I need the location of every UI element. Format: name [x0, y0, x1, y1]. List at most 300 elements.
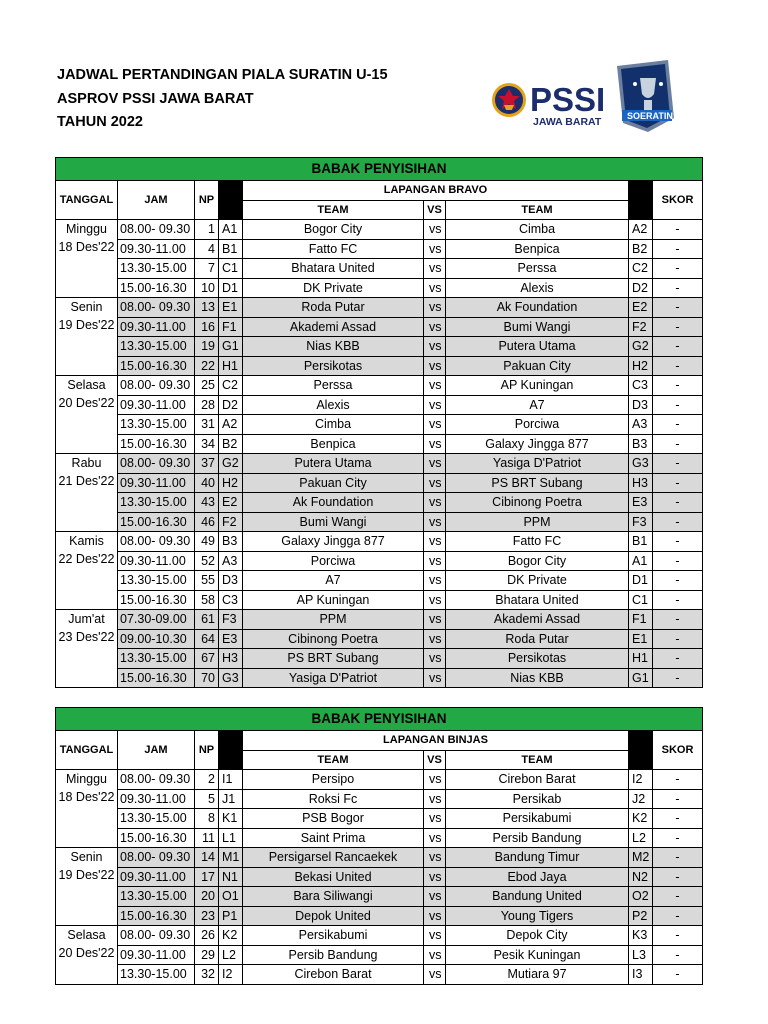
- team1-code: D2: [219, 395, 243, 415]
- team1-name: Persib Bandung: [243, 945, 424, 965]
- header-black-cell: [219, 731, 243, 770]
- team2-code: B2: [629, 239, 653, 259]
- match-score: -: [653, 926, 703, 946]
- table-row: [56, 571, 703, 591]
- team2-name: Persib Bandung: [446, 828, 629, 848]
- match-score: -: [653, 887, 703, 907]
- team2-code: E1: [629, 629, 653, 649]
- team2-code: C2: [629, 259, 653, 279]
- match-score: -: [653, 337, 703, 357]
- team1-code: B3: [219, 532, 243, 552]
- match-number: 2: [195, 770, 219, 790]
- team2-name: Benpica: [446, 239, 629, 259]
- day-date: 20 Des'22: [58, 396, 115, 410]
- day-cell: [56, 848, 118, 926]
- venue-header: LAPANGAN BRAVO: [243, 181, 629, 201]
- col-header-tanggal: TANGGAL: [56, 731, 118, 770]
- table-row: [56, 629, 703, 649]
- match-score: -: [653, 629, 703, 649]
- match-time: 15.00-16.30: [118, 356, 195, 376]
- match-score: -: [653, 493, 703, 513]
- team2-name: Bandung United: [446, 887, 629, 907]
- team2-name: Yasiga D'Patriot: [446, 454, 629, 474]
- team1-code: H1: [219, 356, 243, 376]
- table-row: [56, 337, 703, 357]
- table-row: [56, 906, 703, 926]
- team2-code: H3: [629, 473, 653, 493]
- svg-text:SOERATIN: SOERATIN: [627, 111, 673, 121]
- match-score: -: [653, 317, 703, 337]
- match-number: 64: [195, 629, 219, 649]
- match-time: 15.00-16.30: [118, 828, 195, 848]
- team2-code: J2: [629, 789, 653, 809]
- day-cell: [56, 770, 118, 848]
- team1-code: L2: [219, 945, 243, 965]
- match-time: 15.00-16.30: [118, 668, 195, 688]
- day-name: Minggu: [66, 772, 107, 786]
- team1-name: Fatto FC: [243, 239, 424, 259]
- team2-name: Depok City: [446, 926, 629, 946]
- team1-code: G3: [219, 668, 243, 688]
- team1-code: B2: [219, 434, 243, 454]
- col-header-jam: JAM: [118, 181, 195, 220]
- match-score: -: [653, 512, 703, 532]
- match-time: 08.00- 09.30: [118, 454, 195, 474]
- match-number: 20: [195, 887, 219, 907]
- match-score: -: [653, 376, 703, 396]
- col-header-team1: TEAM: [243, 750, 424, 770]
- col-header-np: NP: [195, 731, 219, 770]
- table-row: [56, 259, 703, 279]
- table-row: [56, 220, 703, 240]
- team1-name: Pakuan City: [243, 473, 424, 493]
- team1-code: B1: [219, 239, 243, 259]
- team2-code: G2: [629, 337, 653, 357]
- table-row: [56, 532, 703, 552]
- match-time: 15.00-16.30: [118, 590, 195, 610]
- header-black-cell: [219, 181, 243, 220]
- day-name: Jum'at: [68, 612, 105, 626]
- team1-code: N1: [219, 867, 243, 887]
- match-score: -: [653, 789, 703, 809]
- match-number: 16: [195, 317, 219, 337]
- team1-name: Persikabumi: [243, 926, 424, 946]
- match-score: -: [653, 906, 703, 926]
- table-row: [56, 828, 703, 848]
- logo-area: [490, 58, 680, 138]
- match-score: -: [653, 649, 703, 669]
- team2-code: O2: [629, 887, 653, 907]
- match-score: -: [653, 239, 703, 259]
- team1-name: Alexis: [243, 395, 424, 415]
- table-row: [56, 867, 703, 887]
- match-time: 08.00- 09.30: [118, 220, 195, 240]
- team2-code: B1: [629, 532, 653, 552]
- team1-code: H3: [219, 649, 243, 669]
- team2-code: L3: [629, 945, 653, 965]
- team1-name: Porciwa: [243, 551, 424, 571]
- match-time: 13.30-15.00: [118, 965, 195, 985]
- team1-name: Bara Siliwangi: [243, 887, 424, 907]
- match-score: -: [653, 551, 703, 571]
- team2-code: B3: [629, 434, 653, 454]
- match-score: -: [653, 278, 703, 298]
- vs-label: vs: [424, 551, 446, 571]
- vs-label: vs: [424, 512, 446, 532]
- schedule-table-binjas: [55, 707, 703, 985]
- team1-name: Persipo: [243, 770, 424, 790]
- match-time: 13.30-15.00: [118, 493, 195, 513]
- table-body: [56, 770, 703, 985]
- team1-name: Persigarsel Rancaekek: [243, 848, 424, 868]
- team1-name: PS BRT Subang: [243, 649, 424, 669]
- team1-code: D3: [219, 571, 243, 591]
- team1-name: A7: [243, 571, 424, 591]
- match-time: 13.30-15.00: [118, 649, 195, 669]
- match-score: -: [653, 473, 703, 493]
- table-row: [56, 668, 703, 688]
- vs-label: vs: [424, 473, 446, 493]
- match-score: -: [653, 867, 703, 887]
- team1-name: Saint Prima: [243, 828, 424, 848]
- match-number: 11: [195, 828, 219, 848]
- vs-label: vs: [424, 337, 446, 357]
- match-time: 13.30-15.00: [118, 415, 195, 435]
- vs-label: vs: [424, 789, 446, 809]
- match-number: 55: [195, 571, 219, 591]
- team2-code: L2: [629, 828, 653, 848]
- team2-name: Bogor City: [446, 551, 629, 571]
- match-score: -: [653, 395, 703, 415]
- vs-label: vs: [424, 298, 446, 318]
- match-score: -: [653, 610, 703, 630]
- day-name: Senin: [70, 850, 103, 864]
- match-number: 67: [195, 649, 219, 669]
- match-time: 09.30-11.00: [118, 867, 195, 887]
- team1-name: AP Kuningan: [243, 590, 424, 610]
- vs-label: vs: [424, 629, 446, 649]
- table-row: [56, 434, 703, 454]
- col-header-team2: TEAM: [446, 750, 629, 770]
- match-time: 09.30-11.00: [118, 317, 195, 337]
- team1-name: Persikotas: [243, 356, 424, 376]
- team2-code: K2: [629, 809, 653, 829]
- match-number: 25: [195, 376, 219, 396]
- team1-name: Depok United: [243, 906, 424, 926]
- table-row: [56, 473, 703, 493]
- team1-name: Cimba: [243, 415, 424, 435]
- table-row: [56, 789, 703, 809]
- team2-code: M2: [629, 848, 653, 868]
- table-row: [56, 317, 703, 337]
- table-row: [56, 356, 703, 376]
- vs-label: vs: [424, 259, 446, 279]
- vs-label: vs: [424, 434, 446, 454]
- match-score: -: [653, 668, 703, 688]
- col-header-vs: VS: [424, 750, 446, 770]
- match-score: -: [653, 945, 703, 965]
- team2-name: Bhatara United: [446, 590, 629, 610]
- table-row: [56, 770, 703, 790]
- vs-label: vs: [424, 770, 446, 790]
- team1-name: Nias KBB: [243, 337, 424, 357]
- section-title: BABAK PENYISIHAN: [56, 158, 703, 181]
- col-header-vs: VS: [424, 200, 446, 220]
- match-score: -: [653, 848, 703, 868]
- day-cell: [56, 454, 118, 532]
- match-number: 43: [195, 493, 219, 513]
- match-number: 14: [195, 848, 219, 868]
- team2-code: E2: [629, 298, 653, 318]
- vs-label: vs: [424, 239, 446, 259]
- table-row: [56, 926, 703, 946]
- table-row: [56, 887, 703, 907]
- match-time: 15.00-16.30: [118, 906, 195, 926]
- match-time: 15.00-16.30: [118, 278, 195, 298]
- vs-label: vs: [424, 887, 446, 907]
- team2-code: K3: [629, 926, 653, 946]
- team2-name: Ebod Jaya: [446, 867, 629, 887]
- table-row: [56, 945, 703, 965]
- table-row: [56, 415, 703, 435]
- day-date: 20 Des'22: [58, 946, 115, 960]
- team2-code: A3: [629, 415, 653, 435]
- match-time: 13.30-15.00: [118, 337, 195, 357]
- team2-name: Persikabumi: [446, 809, 629, 829]
- day-date: 18 Des'22: [58, 240, 115, 254]
- day-name: Senin: [70, 300, 103, 314]
- team2-name: Perssa: [446, 259, 629, 279]
- table-row: [56, 649, 703, 669]
- team1-code: P1: [219, 906, 243, 926]
- team1-name: Cibinong Poetra: [243, 629, 424, 649]
- team1-code: J1: [219, 789, 243, 809]
- team2-name: A7: [446, 395, 629, 415]
- team2-name: Young Tigers: [446, 906, 629, 926]
- match-score: -: [653, 770, 703, 790]
- team2-code: D1: [629, 571, 653, 591]
- team1-code: C1: [219, 259, 243, 279]
- table-row: [56, 454, 703, 474]
- team1-code: O1: [219, 887, 243, 907]
- vs-label: vs: [424, 220, 446, 240]
- team2-name: PPM: [446, 512, 629, 532]
- vs-label: vs: [424, 376, 446, 396]
- team2-name: Roda Putar: [446, 629, 629, 649]
- day-cell: [56, 532, 118, 610]
- team1-code: A3: [219, 551, 243, 571]
- team1-name: Roksi Fc: [243, 789, 424, 809]
- match-time: 09.30-11.00: [118, 551, 195, 571]
- match-number: 46: [195, 512, 219, 532]
- day-date: 19 Des'22: [58, 318, 115, 332]
- match-number: 31: [195, 415, 219, 435]
- team2-name: Persikab: [446, 789, 629, 809]
- team1-name: PSB Bogor: [243, 809, 424, 829]
- title-line-3: TAHUN 2022: [57, 114, 143, 130]
- team2-name: AP Kuningan: [446, 376, 629, 396]
- team2-code: N2: [629, 867, 653, 887]
- team1-name: Cirebon Barat: [243, 965, 424, 985]
- match-number: 23: [195, 906, 219, 926]
- vs-label: vs: [424, 395, 446, 415]
- match-time: 08.00- 09.30: [118, 848, 195, 868]
- team1-code: E2: [219, 493, 243, 513]
- match-score: -: [653, 828, 703, 848]
- team1-code: F2: [219, 512, 243, 532]
- match-time: 09.00-10.30: [118, 629, 195, 649]
- team1-name: PPM: [243, 610, 424, 630]
- team2-code: C3: [629, 376, 653, 396]
- team2-code: A2: [629, 220, 653, 240]
- match-number: 22: [195, 356, 219, 376]
- team1-code: F3: [219, 610, 243, 630]
- table-row: [56, 395, 703, 415]
- team2-name: Bandung Timur: [446, 848, 629, 868]
- match-time: 09.30-11.00: [118, 395, 195, 415]
- team1-name: DK Private: [243, 278, 424, 298]
- day-cell: [56, 926, 118, 985]
- col-header-team1: TEAM: [243, 200, 424, 220]
- match-number: 4: [195, 239, 219, 259]
- day-cell: [56, 298, 118, 376]
- team1-code: F1: [219, 317, 243, 337]
- match-number: 52: [195, 551, 219, 571]
- match-number: 13: [195, 298, 219, 318]
- table-row: [56, 512, 703, 532]
- vs-label: vs: [424, 278, 446, 298]
- match-number: 1: [195, 220, 219, 240]
- match-number: 61: [195, 610, 219, 630]
- team2-name: Persikotas: [446, 649, 629, 669]
- table-row: [56, 239, 703, 259]
- header-black-cell: [629, 181, 653, 220]
- vs-label: vs: [424, 867, 446, 887]
- match-score: -: [653, 434, 703, 454]
- col-header-skor: SKOR: [653, 731, 703, 770]
- team2-code: F1: [629, 610, 653, 630]
- match-time: 09.30-11.00: [118, 239, 195, 259]
- team1-name: Ak Foundation: [243, 493, 424, 513]
- team1-code: D1: [219, 278, 243, 298]
- team1-code: I2: [219, 965, 243, 985]
- match-number: 19: [195, 337, 219, 357]
- vs-label: vs: [424, 317, 446, 337]
- team1-name: Perssa: [243, 376, 424, 396]
- match-number: 49: [195, 532, 219, 552]
- soeratin-badge-icon: [617, 60, 674, 132]
- vs-label: vs: [424, 415, 446, 435]
- team1-code: L1: [219, 828, 243, 848]
- team1-name: Akademi Assad: [243, 317, 424, 337]
- team1-code: C2: [219, 376, 243, 396]
- team2-name: Putera Utama: [446, 337, 629, 357]
- team1-code: A2: [219, 415, 243, 435]
- table-row: [56, 551, 703, 571]
- team1-name: Bumi Wangi: [243, 512, 424, 532]
- team2-code: H2: [629, 356, 653, 376]
- day-cell: [56, 220, 118, 298]
- match-number: 58: [195, 590, 219, 610]
- match-score: -: [653, 356, 703, 376]
- day-name: Kamis: [69, 534, 104, 548]
- section-title: BABAK PENYISIHAN: [56, 708, 703, 731]
- match-time: 09.30-11.00: [118, 945, 195, 965]
- team2-name: Cirebon Barat: [446, 770, 629, 790]
- team1-name: Roda Putar: [243, 298, 424, 318]
- team2-code: A1: [629, 551, 653, 571]
- day-name: Selasa: [67, 378, 106, 392]
- team1-code: K2: [219, 926, 243, 946]
- match-time: 08.00- 09.30: [118, 532, 195, 552]
- table-row: [56, 610, 703, 630]
- venue-header: LAPANGAN BINJAS: [243, 731, 629, 751]
- match-time: 15.00-16.30: [118, 512, 195, 532]
- vs-label: vs: [424, 809, 446, 829]
- table-row: [56, 848, 703, 868]
- match-time: 09.30-11.00: [118, 473, 195, 493]
- vs-label: vs: [424, 590, 446, 610]
- vs-label: vs: [424, 454, 446, 474]
- match-number: 37: [195, 454, 219, 474]
- vs-label: vs: [424, 668, 446, 688]
- col-header-jam: JAM: [118, 731, 195, 770]
- match-number: 34: [195, 434, 219, 454]
- team2-name: Akademi Assad: [446, 610, 629, 630]
- team1-code: E3: [219, 629, 243, 649]
- match-score: -: [653, 571, 703, 591]
- team2-code: D2: [629, 278, 653, 298]
- table-row: [56, 965, 703, 985]
- day-date: 23 Des'22: [58, 630, 115, 644]
- vs-label: vs: [424, 906, 446, 926]
- day-date: 18 Des'22: [58, 790, 115, 804]
- vs-label: vs: [424, 965, 446, 985]
- col-header-skor: SKOR: [653, 181, 703, 220]
- match-time: 08.00- 09.30: [118, 770, 195, 790]
- document-title-block: [57, 64, 388, 135]
- match-number: 70: [195, 668, 219, 688]
- day-date: 19 Des'22: [58, 868, 115, 882]
- match-score: -: [653, 809, 703, 829]
- day-cell: [56, 376, 118, 454]
- team2-name: Cimba: [446, 220, 629, 240]
- team1-code: E1: [219, 298, 243, 318]
- match-score: -: [653, 298, 703, 318]
- pssi-logo: [490, 58, 680, 138]
- day-date: 22 Des'22: [58, 552, 115, 566]
- vs-label: vs: [424, 610, 446, 630]
- team2-code: C1: [629, 590, 653, 610]
- match-number: 10: [195, 278, 219, 298]
- team1-code: H2: [219, 473, 243, 493]
- team2-code: G1: [629, 668, 653, 688]
- match-score: -: [653, 965, 703, 985]
- day-name: Minggu: [66, 222, 107, 236]
- team2-name: Pesik Kuningan: [446, 945, 629, 965]
- match-score: -: [653, 259, 703, 279]
- header-black-cell: [629, 731, 653, 770]
- match-number: 17: [195, 867, 219, 887]
- col-header-tanggal: TANGGAL: [56, 181, 118, 220]
- team2-code: F2: [629, 317, 653, 337]
- table-row: [56, 493, 703, 513]
- team1-name: Putera Utama: [243, 454, 424, 474]
- table-row: [56, 809, 703, 829]
- table-row: [56, 278, 703, 298]
- team1-name: Yasiga D'Patriot: [243, 668, 424, 688]
- match-time: 13.30-15.00: [118, 809, 195, 829]
